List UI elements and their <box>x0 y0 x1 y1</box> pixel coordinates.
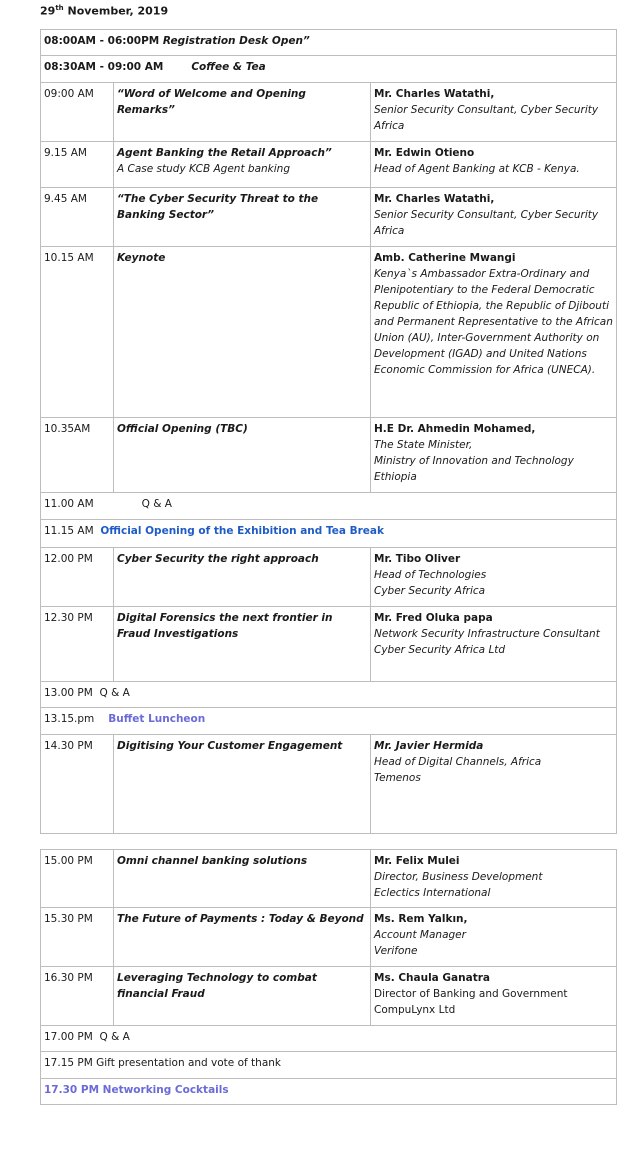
keynote-row: 10.15 AM Keynote Amb. Catherine Mwangi Kenya`s Ambassador Extra-Ordinary and Plenipotentiary to the Federal Democratic Republic of Ethiopia, the Republic of Djibouti and Permanent Representative to the African Union (AU), Inter-Government Authority on Development (IGAD) and United Nations Economic Commission for Africa (UNECA). <box>41 247 617 418</box>
session-row: 12.00 PM Cyber Security the right approach Mr. Tibo Oliver Head of Technologies Cyber Security Africa <box>41 548 617 607</box>
tea-break-row: 11.15 AM Official Opening of the Exhibition and Tea Break <box>41 520 617 548</box>
session-row: 9.15 AM Agent Banking the Retail Approach” A Case study KCB Agent banking Mr. Edwin Otieno Head of Agent Banking at KCB - Kenya. <box>41 142 617 188</box>
session-row: 15.00 PM Omni channel banking solutions Mr. Felix Mulei Director, Business Development Eclectics International <box>41 850 617 908</box>
qa-row: 17.00 PM Q & A <box>41 1026 617 1052</box>
qa-row: 11.00 AM Q & A <box>41 493 617 520</box>
session-row: 9.45 AM “The Cyber Security Threat to the Banking Sector” Mr. Charles Watathi, Senior Security Consultant, Cyber Security Africa <box>41 188 617 247</box>
networking-cocktails-row: 17.30 PM Networking Cocktails <box>41 1079 617 1105</box>
date-heading: 29th November, 2019 <box>40 4 169 18</box>
registration-row: 08:00AM - 06:00PM Registration Desk Open” <box>41 30 617 56</box>
agenda-table-2 <box>40 849 617 1105</box>
session-row: 12.30 PM Digital Forensics the next frontier in Fraud Investigations Mr. Fred Oluka papa Network Security Infrastructure Consultant Cyber Security Africa Ltd <box>41 607 617 682</box>
session-row: 09:00 AM “Word of Welcome and Opening Remarks” Mr. Charles Watathi, Senior Security Consultant, Cyber Security Africa <box>41 83 617 142</box>
session-row: 10.35AM Official Opening (TBC) H.E Dr. Ahmedin Mohamed, The State Minister, Ministry of Innovation and Technology Ethiopia <box>41 418 617 493</box>
session-row: 16.30 PM Leveraging Technology to combat financial Fraud Ms. Chaula Ganatra Director of Banking and Government CompuLynx Ltd <box>41 967 617 1026</box>
coffee-row: 08:30AM - 09:00 AM Coffee & Tea <box>41 56 617 83</box>
qa-row: 13.00 PM Q & A <box>41 682 617 708</box>
agenda-table-1 <box>40 29 617 834</box>
session-row: 15.30 PM The Future of Payments : Today & Beyond Ms. Rem Yalkın, Account Manager Verifone <box>41 908 617 967</box>
gift-presentation-row: 17.15 PM Gift presentation and vote of thank <box>41 1052 617 1079</box>
session-row: 14.30 PM Digitising Your Customer Engagement Mr. Javier Hermida Head of Digital Channels, Africa Temenos <box>41 735 617 834</box>
lunch-row: 13.15.pm Buffet Luncheon <box>41 708 617 735</box>
